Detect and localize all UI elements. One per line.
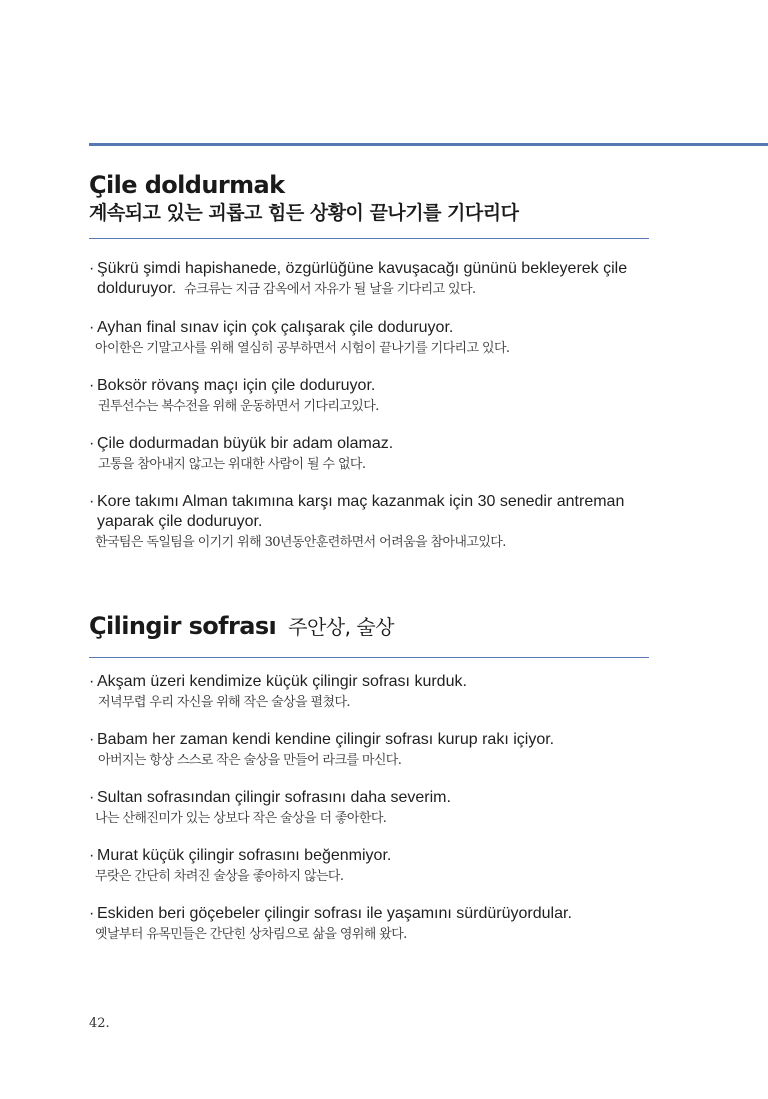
turkish-sentence bbox=[89, 259, 649, 300]
turkish-text-content: Şükrü şimdi hapishanede, özgürlüğüne kavuşacağı gününü bekleyerek çile dolduruyor. bbox=[97, 260, 628, 297]
turkish-text: Ayhan final sınav için çok çalışarak çile doduruyor. bbox=[97, 319, 454, 336]
korean-translation: 권투선수는 복수전을 위해 운동하면서 기다리고있다. bbox=[98, 399, 379, 414]
korean-translation: 고통을 참아내지 않고는 위대한 사람이 될 수 없다. bbox=[98, 457, 366, 472]
korean-translation: 슈크류는 지금 감옥에서 자유가 될 날을 기다리고 있다. bbox=[184, 282, 476, 297]
turkish-sentence bbox=[89, 672, 649, 692]
example-item bbox=[89, 376, 649, 416]
example-item bbox=[89, 259, 649, 300]
section-divider bbox=[89, 238, 649, 239]
korean-translation: 무랏은 간단히 차려진 술상을 좋아하지 않는다. bbox=[95, 869, 344, 884]
turkish-text: Kore takımı Alman takımına karşı maç kazanmak için 30 senedir antreman yaparak çile doduruyor. bbox=[97, 493, 625, 530]
bullet: · bbox=[89, 905, 95, 922]
bullet: · bbox=[89, 847, 95, 864]
turkish-sentence bbox=[89, 904, 649, 924]
turkish-text: Murat küçük çilingir sofrasını beğenmiyor. bbox=[97, 847, 392, 864]
turkish-text: Sultan sofrasından çilingir sofrasını daha severim. bbox=[97, 789, 451, 806]
korean-translation: 아이한은 기말고사를 위해 열심히 공부하면서 시험이 끝나기를 기다리고 있다. bbox=[95, 341, 510, 356]
idiom-title: Çilingir sofrası bbox=[89, 612, 277, 640]
bullet: · bbox=[89, 789, 95, 806]
section-divider bbox=[89, 657, 649, 658]
example-item bbox=[89, 788, 649, 828]
turkish-text: Eskiden beri göçebeler çilingir sofrası ile yaşamını sürdürüyordular. bbox=[97, 905, 572, 922]
korean-translation: 한국팀은 독일팀을 이기기 위해 30년동안훈련하면서 어려움을 참아내고있다. bbox=[95, 535, 506, 550]
turkish-text: Çile dodurmadan büyük bir adam olamaz. bbox=[97, 435, 394, 452]
header-rule bbox=[89, 143, 768, 146]
idiom-meaning: 주안상, 술상 bbox=[288, 615, 394, 639]
turkish-sentence bbox=[89, 846, 649, 866]
korean-translation: 나는 산해진미가 있는 상보다 작은 술상을 더 좋아한다. bbox=[95, 811, 387, 826]
korean-translation: 저녁무렵 우리 자신을 위해 작은 술상을 펼쳤다. bbox=[98, 695, 350, 710]
turkish-text bbox=[97, 259, 649, 300]
page-number: 42. bbox=[89, 1016, 110, 1031]
idiom-title-row bbox=[89, 611, 649, 641]
example-item bbox=[89, 434, 649, 474]
turkish-text: Babam her zaman kendi kendine çilingir sofrası kurup rakı içiyor. bbox=[97, 731, 555, 748]
turkish-text: Boksör rövanş maçı için çile doduruyor. bbox=[97, 377, 376, 394]
example-list bbox=[89, 672, 649, 944]
bullet: · bbox=[89, 260, 95, 277]
example-item bbox=[89, 846, 649, 886]
turkish-sentence bbox=[89, 788, 649, 808]
bullet: · bbox=[89, 377, 95, 394]
turkish-sentence bbox=[89, 376, 649, 396]
turkish-sentence bbox=[89, 318, 649, 338]
idiom-meaning: 계속되고 있는 괴롭고 힘든 상황이 끝나기를 기다리다 bbox=[89, 202, 519, 224]
turkish-text: Akşam üzeri kendimize küçük çilingir sofrası kurduk. bbox=[97, 673, 467, 690]
idiom-title: Çile doldurmak bbox=[89, 171, 285, 199]
turkish-sentence bbox=[89, 492, 649, 532]
example-item bbox=[89, 730, 649, 770]
bullet: · bbox=[89, 493, 95, 510]
korean-translation: 아버지는 항상 스스로 작은 술상을 만들어 라크를 마신다. bbox=[98, 753, 402, 768]
example-item bbox=[89, 904, 649, 944]
idiom-section-cile-doldurmak bbox=[89, 170, 649, 570]
example-item bbox=[89, 672, 649, 712]
bullet: · bbox=[89, 673, 95, 690]
example-list bbox=[89, 259, 649, 552]
example-item bbox=[89, 318, 649, 358]
turkish-sentence bbox=[89, 434, 649, 454]
turkish-sentence bbox=[89, 730, 649, 750]
bullet: · bbox=[89, 731, 95, 748]
idiom-section-cilingir-sofrasi bbox=[89, 611, 649, 962]
bullet: · bbox=[89, 435, 95, 452]
example-item bbox=[89, 492, 649, 552]
bullet: · bbox=[89, 319, 95, 336]
korean-translation: 옛날부터 유목민들은 간단힌 상차림으로 삶을 영위해 왔다. bbox=[95, 927, 407, 942]
